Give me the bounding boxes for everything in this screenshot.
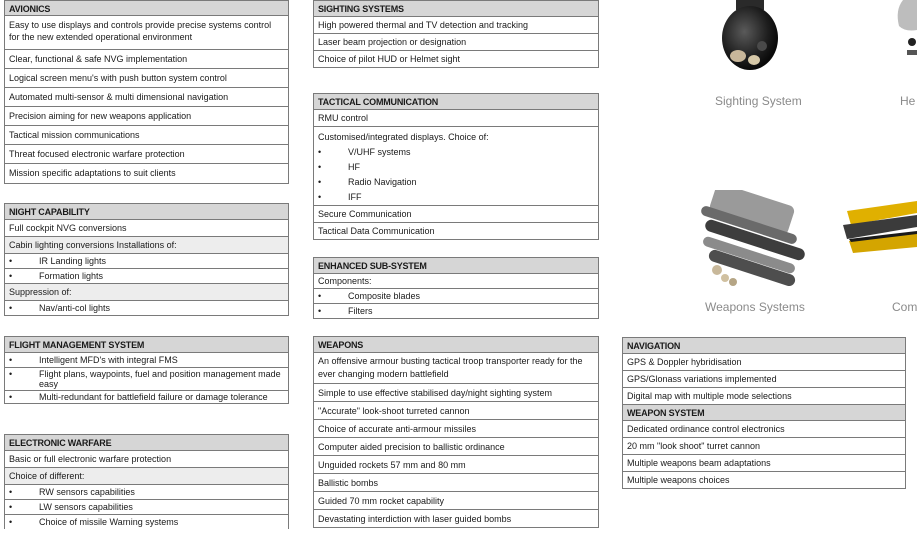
navigation-table xyxy=(622,337,906,489)
sighting-system-image xyxy=(718,0,782,75)
table-row: Laser beam projection or designation xyxy=(314,34,598,51)
table-row: Threat focused electronic warfare protection xyxy=(5,145,288,164)
table-row: Ballistic bombs xyxy=(314,474,598,492)
list-item: • Intelligent MFD's with integral FMS xyxy=(5,353,288,368)
table-row: Suppression of: xyxy=(5,284,288,301)
list-item: • Choice of missile Warning systems xyxy=(9,517,179,527)
sighting-systems-header: SIGHTING SYSTEMS xyxy=(314,1,598,17)
table-row: High powered thermal and TV detection and tracking xyxy=(314,17,598,34)
table-row: Tactical mission communications xyxy=(5,126,288,145)
table-row: Simple to use effective stabilised day/night sighting system xyxy=(314,384,598,402)
list-item: • RW sensors capabilities xyxy=(5,485,288,500)
bullet: • xyxy=(9,487,13,497)
bullet: • xyxy=(9,355,13,365)
tactical-communication-header: TACTICAL COMMUNICATION xyxy=(314,94,598,110)
tactical-communication-table xyxy=(313,93,599,240)
bullet: • xyxy=(318,177,322,187)
list-item: • Nav/anti-col lights xyxy=(9,303,111,313)
table-row: Automated multi-sensor & multi dimensional navigation xyxy=(5,88,288,107)
table-row: Choice of accurate anti-armour missiles xyxy=(314,420,598,438)
weapons-table xyxy=(313,336,599,528)
table-row: Devastating interdiction with laser guided bombs xyxy=(318,514,512,524)
table-row: Secure Communication xyxy=(314,206,598,223)
bullet: • xyxy=(9,502,13,512)
table-row: Customised/integrated displays. Choice of: xyxy=(318,132,489,142)
avionics-table xyxy=(4,0,289,184)
electronic-warfare-header: ELECTRONIC WARFARE xyxy=(5,435,288,451)
list-item: • IR Landing lights xyxy=(5,254,288,269)
table-row: Components: xyxy=(314,274,598,289)
table-row: Tactical Data Communication xyxy=(318,226,435,236)
table-row: Basic or full electronic warfare protection xyxy=(5,451,288,468)
bullet: • xyxy=(318,291,322,301)
caption-weapons-systems: Weapons Systems xyxy=(705,300,805,314)
list-item: • IFF xyxy=(314,190,598,206)
table-row: Clear, functional & safe NVG implementation xyxy=(5,50,288,69)
bullet: • xyxy=(318,147,322,157)
electronic-warfare-table xyxy=(4,434,289,529)
caption-helmet: He xyxy=(900,94,916,108)
list-item: • Flight plans, waypoints, fuel and position management made easy xyxy=(5,368,288,391)
table-row: Digital map with multiple mode selections xyxy=(623,388,905,405)
night-capability-table xyxy=(4,203,289,316)
table-row: 20 mm "look shoot" turret cannon xyxy=(623,438,905,455)
bullet: • xyxy=(9,392,13,402)
bullet: • xyxy=(318,306,322,316)
table-row: Multiple weapons choices xyxy=(627,475,730,485)
table-row: Logical screen menu's with push button system control xyxy=(5,69,288,88)
bullet: • xyxy=(9,303,13,313)
table-row: GPS & Doppler hybridisation xyxy=(623,354,905,371)
bullet: • xyxy=(318,162,322,172)
avionics-header: AVIONICS xyxy=(5,1,288,16)
table-row: Computer aided precision to ballistic ordinance xyxy=(314,438,598,456)
table-row: Choice of different: xyxy=(5,468,288,485)
table-row: Cabin lighting conversions Installations of: xyxy=(5,237,288,254)
table-row: Full cockpit NVG conversions xyxy=(5,220,288,237)
list-item: • Radio Navigation xyxy=(318,177,417,187)
flight-management-table xyxy=(4,336,289,404)
bullet: • xyxy=(9,256,13,266)
table-row: RMU control xyxy=(314,110,598,127)
table-row: Unguided rockets 57 mm and 80 mm xyxy=(314,456,598,474)
list-item: • Formation lights xyxy=(5,269,288,284)
bullet: • xyxy=(318,192,322,202)
bullet: • xyxy=(9,271,13,281)
weapons-header: WEAPONS xyxy=(314,337,598,353)
table-row: Mission specific adaptations to suit clients xyxy=(9,168,176,178)
table-row: Easy to use displays and controls provide precise systems control for the new extended operational environment xyxy=(5,16,288,50)
bullet: • xyxy=(9,369,13,379)
table-row: Precision aiming for new weapons application xyxy=(5,107,288,126)
list-item: • Composite blades xyxy=(314,289,598,304)
sighting-systems-table xyxy=(313,0,599,68)
flight-management-header: FLIGHT MANAGEMENT SYSTEM xyxy=(5,337,288,353)
bullet: • xyxy=(9,517,13,527)
table-row: Dedicated ordinance control electronics xyxy=(623,421,905,438)
caption-composite: Com xyxy=(892,300,917,314)
enhanced-subsystem-header: ENHANCED SUB-SYSTEM xyxy=(314,258,598,274)
list-item: • HF xyxy=(318,162,360,172)
caption-sighting-system: Sighting System xyxy=(715,94,802,108)
list-item: • LW sensors capabilities xyxy=(5,500,288,515)
night-capability-header: NIGHT CAPABILITY xyxy=(5,204,288,220)
weapon-system-header: WEAPON SYSTEM xyxy=(623,405,905,421)
list-item: • Multi-redundant for battlefield failure or damage tolerance xyxy=(9,392,268,402)
navigation-header: NAVIGATION xyxy=(623,338,905,354)
composite-blades-image xyxy=(843,193,917,257)
table-row: "Accurate" look-shoot turreted cannon xyxy=(314,402,598,420)
table-row: An offensive armour busting tactical troop transporter ready for the ever changing modern battlefield xyxy=(314,353,598,384)
table-row: GPS/Glonass variations implemented xyxy=(623,371,905,388)
helmet-image xyxy=(893,0,917,60)
table-row: Guided 70 mm rocket capability xyxy=(314,492,598,510)
weapons-systems-image xyxy=(697,190,815,286)
table-row: Multiple weapons beam adaptations xyxy=(623,455,905,472)
list-item: • V/UHF systems xyxy=(318,147,411,157)
table-row: Choice of pilot HUD or Helmet sight xyxy=(318,54,461,64)
list-item: • Filters xyxy=(318,306,373,316)
enhanced-subsystem-table xyxy=(313,257,599,319)
